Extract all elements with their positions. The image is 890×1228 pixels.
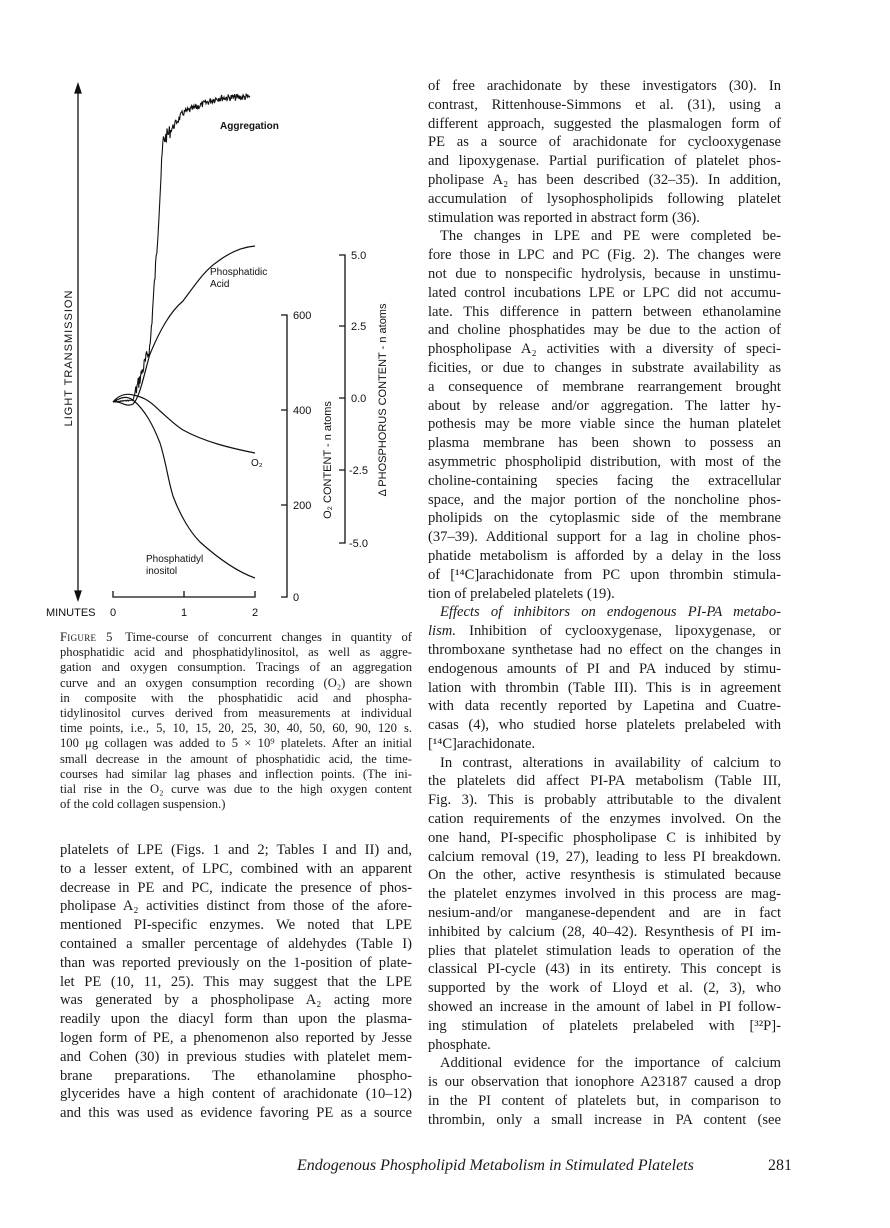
text-line: calcium removal (19, 27), leading to less PI breakdown.	[428, 848, 781, 865]
text-line: contrast, Rittenhouse-Simmons et al. (31), using a	[428, 96, 781, 113]
text-line: readily upon the diacyl form than upon the plasma-	[60, 1011, 412, 1028]
o2-tick-400: 400	[293, 405, 312, 417]
running-title: Endogenous Phospholipid Metabolism in Stimulated Platelets	[297, 1157, 694, 1174]
text-line: classical PI-cycle (43) in its entirety. This concept is	[428, 961, 781, 978]
light-transmission-label: LIGHT TRANSMISSION	[63, 289, 75, 427]
text-line: decrease in PE and PC, indicate the presence of phos-	[60, 879, 412, 896]
text-line: (37–39). Additional support for a lag in choline phos-	[428, 529, 781, 546]
text-line: asymmetric phospholipid distribution, with most of the	[428, 453, 781, 470]
o2-axis-label: O₂ CONTENT - n atoms	[322, 401, 334, 519]
o2-axis	[281, 315, 287, 597]
right-column-text	[428, 77, 781, 1130]
caption-line: 100 μg collagen was added to 5 × 10⁹ platelets. After an initial	[60, 736, 412, 751]
text-line: of [¹⁴C]arachidonate from PC upon thrombin stimula-	[428, 566, 781, 583]
caption-line	[60, 630, 412, 645]
text-line: thromboxane synthetase had no effect on the changes in	[428, 641, 781, 658]
caption-line: of the cold collagen suspension.)	[60, 797, 226, 812]
text-line: pholipase A₂ has been described (32–35). In addition,	[428, 171, 781, 188]
text-line: phospholipase A₂ activities with a diversity of speci-	[428, 341, 781, 358]
text-line: Additional evidence for the importance of calcium	[440, 1055, 781, 1072]
label-pi-2: inositol	[146, 566, 178, 577]
label-o2: O₂	[251, 458, 263, 469]
caption-line: phosphatidic acid and phosphatidylinositol, as well as aggre-	[60, 645, 412, 660]
text-line: and choline phosphatides may be due to the action of	[428, 322, 781, 339]
page-number: 281	[768, 1157, 792, 1174]
label-pi-1: Phosphatidyl	[146, 554, 204, 565]
text-line: pholipids on the cytoplasmic side of the membrane	[428, 510, 781, 527]
text-line: [¹⁴C]arachidonate.	[428, 735, 536, 752]
text-line: endogenous amounts of PI and PA induced by stimu-	[428, 660, 781, 677]
text-line: one hand, PI-specific phospholipase C is inhibited by	[428, 829, 781, 846]
text-line: casas (4), who studied horse platelets prelabeled with	[428, 717, 781, 734]
p-tick-neg2.5: -2.5	[349, 465, 368, 477]
text-line: and this was used as evidence favoring PE as a source	[60, 1105, 412, 1122]
text-line: a consequence of membrane rearrangement brought	[428, 378, 781, 395]
o2-tick-200: 200	[293, 500, 312, 512]
text-line: of free arachidonate by these investigators (30). In	[428, 78, 781, 94]
text-line: lated control incubations LPE or LPC did not accumu-	[428, 284, 781, 301]
phosphorus-axis-label: Δ PHOSPHORUS CONTENT - n atoms	[377, 303, 389, 497]
text-line	[428, 603, 781, 622]
caption-text: Time-course of concurrent changes in quantity of	[125, 630, 412, 644]
text-line: logen form of PE, a phenomenon also reported by Jesse	[60, 1029, 412, 1046]
caption-line: tial rise in the O₂ curve was due to the high oxygen content	[60, 781, 412, 796]
p-tick-0: 0.0	[351, 393, 367, 405]
text-line: let PE (10, 11, 25). This may suggest that the LPE	[60, 973, 412, 990]
text-line: to a lesser extent, of LPC, combined with an apparent	[60, 860, 412, 877]
left-column-text	[60, 841, 412, 1123]
text-line: lation with thrombin (Table III). This is in agreement	[428, 679, 781, 696]
text-line: ing stimulation of platelets prelabeled with [³²P]-	[428, 1017, 781, 1034]
curve-aggregation	[113, 94, 250, 402]
text-line: pholipase A₂ activities distinct from those of the afore-	[60, 898, 412, 915]
text-line: inhibited by calcium (28, 40–42). Resynthesis of PI im-	[428, 923, 781, 940]
time-axis	[113, 591, 255, 597]
label-pa-1: Phosphatidic	[210, 267, 268, 278]
text-line: choline-containing species facing the extracellular	[428, 472, 781, 489]
text-line: cation requirements of the enzymes involved. On the	[428, 811, 781, 828]
text-line: In contrast, alterations in availability of calcium to	[440, 754, 781, 771]
caption-line: small decrease in the amount of phosphatidic acid, the time-	[60, 751, 412, 766]
text-line: phatide metabolism is afforded by a delay in the loss	[428, 547, 781, 564]
text-line: late. This difference in pattern between ethanolamine	[428, 303, 781, 320]
label-pa-2: Acid	[210, 279, 230, 290]
text-line: mentioned PI-specific enzymes. We noted that LPE	[60, 917, 412, 934]
text-line: space, and the major portion of the noncholine phos-	[428, 491, 781, 508]
text-line: nesium-and/or manganese-dependent and are in fact	[428, 905, 781, 922]
label-aggregation: Aggregation	[220, 121, 279, 132]
text-line: plies that platelet stimulation leads to operation of the	[428, 942, 781, 959]
italic-heading: Effects of inhibitors on endogenous PI-PA metabo-	[440, 604, 781, 621]
arrow-up-icon	[75, 84, 81, 93]
text-line: is our observation that ionophore A23187 caused a drop	[428, 1074, 781, 1091]
text-line: fore those in LPC and PC (Fig. 2). The changes were	[428, 247, 781, 264]
italic-heading: lism.	[428, 623, 456, 640]
text-line: supported by the work of Lloyd et al. (2, 3), who	[428, 980, 781, 997]
text-line: PE as a source of arachidonate for cyclooxygenase	[428, 134, 781, 151]
caption-line: in composite with the phosphatidic acid and phospha-	[60, 690, 412, 705]
x-tick-2: 2	[251, 607, 259, 619]
phosphorus-axis	[339, 255, 345, 543]
caption-line: curve and an oxygen consumption recording (O₂) are shown	[60, 675, 412, 690]
text-line: plasma membrane has been shown to possess an	[428, 435, 781, 452]
figure-label: Figure 5	[60, 630, 113, 644]
text-line: brane preparations. The ethanolamine phospho-	[60, 1067, 412, 1084]
text-line: than was reported previously on the 1-position of plate-	[60, 954, 412, 971]
text-line: Fig. 3). This is probably attributable to the divalent	[428, 792, 781, 809]
text-line: about by release and/or aggregation. The latter hy-	[428, 397, 781, 414]
caption-line: time points, i.e., 5, 10, 15, 20, 25, 30, 40, 50, 60, 90, 120 s.	[60, 721, 412, 736]
text-line: The changes in LPE and PE were completed be-	[440, 228, 781, 245]
caption-line: gation and oxygen consumption. Tracings of an aggregation	[60, 660, 412, 675]
text-line: the platelets did affect PI-PA metabolism (Table III,	[428, 773, 781, 790]
text-line: the platelet enzymes involved in this process are mag-	[428, 886, 781, 903]
text-line: phosphate.	[428, 1036, 491, 1053]
text-line: stimulation was reported in abstract form (36).	[428, 209, 700, 226]
text-line: was generated by a phospholipase A₂ acting more	[60, 992, 412, 1009]
text-line: ficities, or due to changes in substrate availability as	[428, 359, 781, 376]
text-line: with data recently reported by Lapetina and Cuatre-	[428, 698, 781, 715]
text-line: and lipoxygenase. Partial purification of platelet phos-	[428, 153, 781, 170]
caption-line: tidylinositol curves derived from measurements at individual	[60, 705, 412, 720]
text-span: Inhibition of cyclooxygenase, lipoxygenase, or	[455, 623, 781, 640]
text-line: and Cohen (30) in previous studies with platelet mem-	[60, 1048, 412, 1065]
text-line: tion of prelabeled platelets (19).	[428, 585, 615, 602]
text-line: platelets of LPE (Figs. 1 and 2; Tables I and II) and,	[60, 842, 412, 858]
text-line: in the PI content of platelets but, in comparison to	[428, 1093, 781, 1110]
curve-phosphatidylinositol	[113, 397, 255, 578]
o2-tick-0: 0	[293, 592, 300, 604]
p-tick-5: 5.0	[351, 250, 367, 262]
text-line: thrombin, only a small increase in PA content (see	[428, 1111, 781, 1128]
x-tick-1: 1	[180, 607, 188, 619]
p-tick-neg5: -5.0	[349, 538, 368, 550]
o2-tick-600: 600	[293, 310, 312, 322]
text-line: glycerides have a high content of arachidonate (10–12)	[60, 1086, 412, 1103]
figure-caption	[60, 630, 412, 812]
p-tick-2.5: 2.5	[351, 321, 367, 333]
x-axis-label: MINUTES	[46, 607, 96, 619]
text-line: On the other, active resynthesis is stimulated because	[428, 867, 781, 884]
text-line: pothesis may be more viable since the human platelet	[428, 416, 781, 433]
text-line: contained a smaller percentage of aldehydes (Table I)	[60, 935, 412, 952]
text-line: different approach, suggested the plasmalogen form of	[428, 115, 781, 132]
text-line	[428, 622, 781, 641]
text-line: accumulation of lysophospholipids following platelet	[428, 190, 781, 207]
caption-line: courses had similar lag phases and inflection points. (The ini-	[60, 766, 412, 781]
arrow-down-icon	[75, 591, 81, 600]
text-line: not due to nonspecific hydrolysis, because in unstimu-	[428, 265, 781, 282]
text-line: showed an increase in the amount of label in PI follow-	[428, 999, 781, 1016]
x-tick-0: 0	[109, 607, 117, 619]
